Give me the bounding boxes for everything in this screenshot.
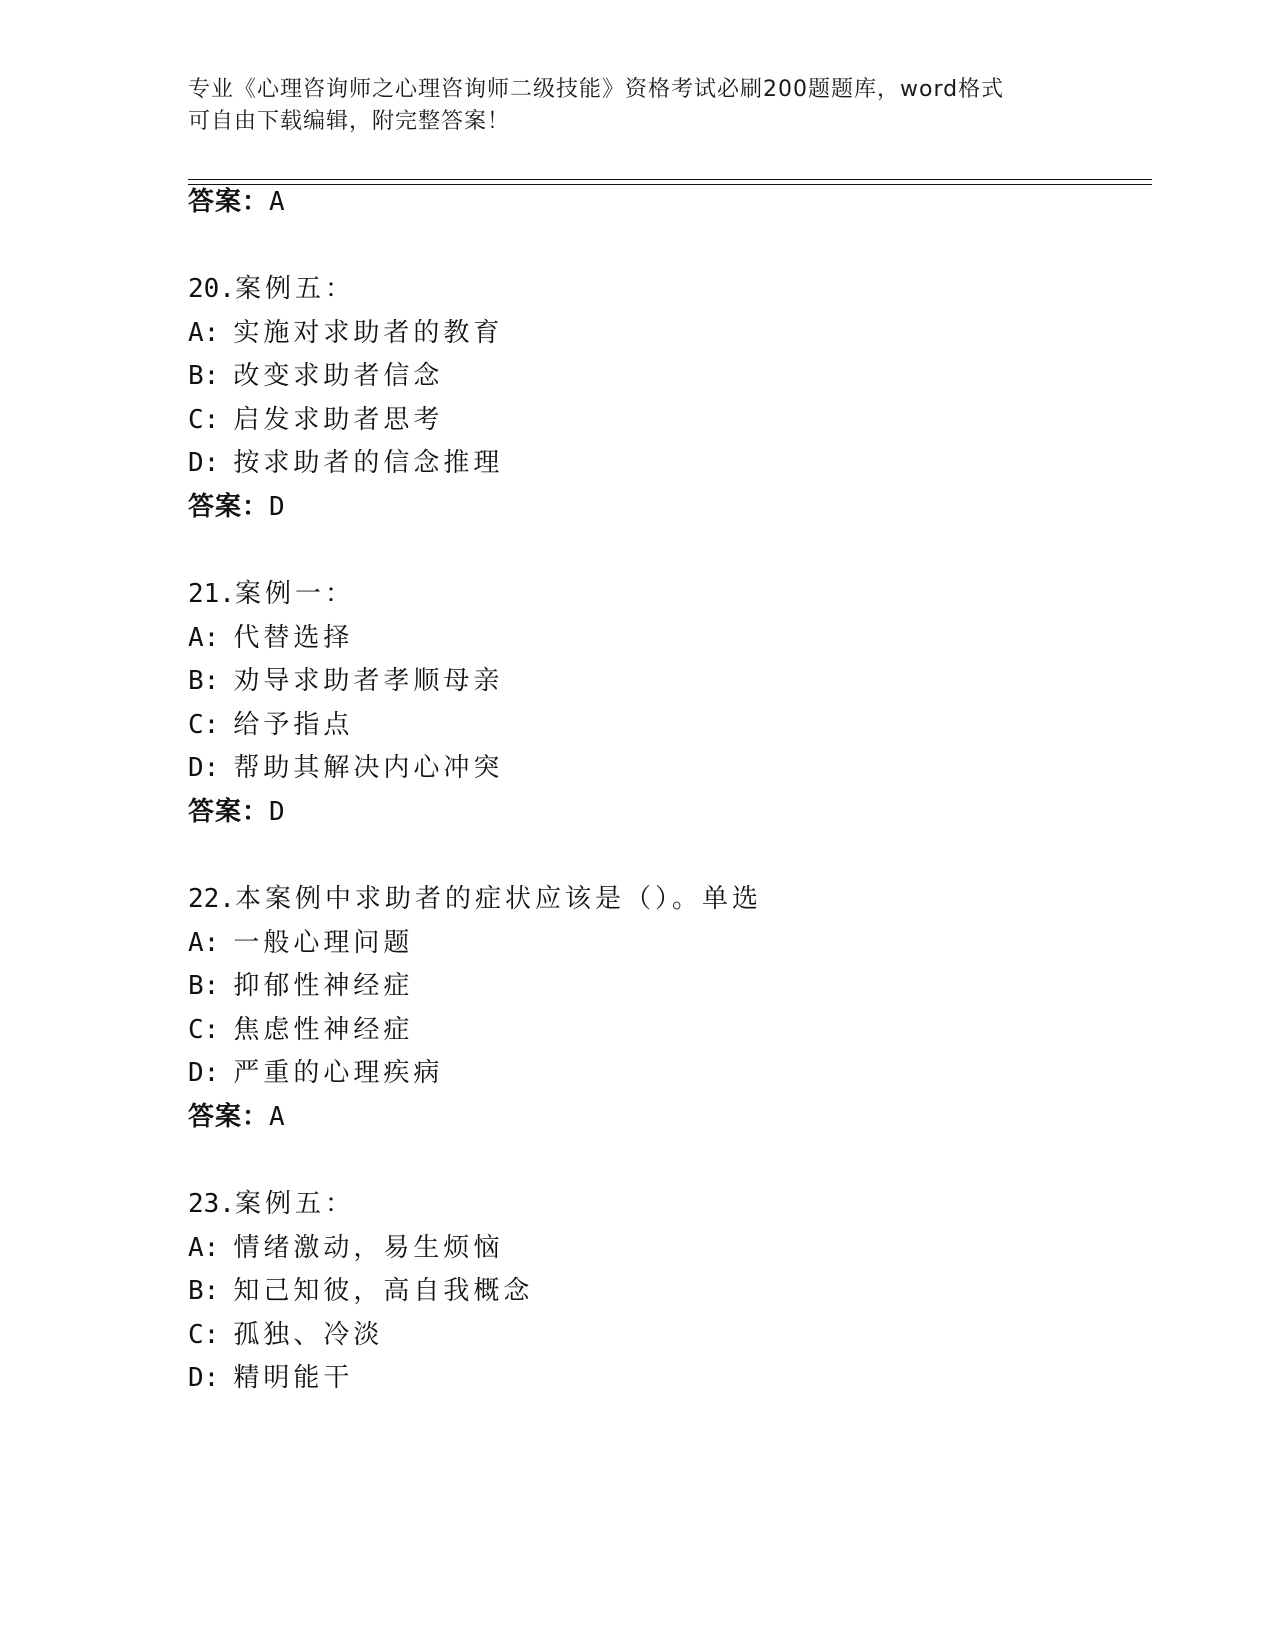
- option-a: [188, 620, 353, 656]
- option-c: [188, 1012, 413, 1048]
- answer-line: [188, 794, 286, 830]
- option-key: A:: [188, 1233, 220, 1263]
- question-number: 23.: [188, 1189, 235, 1219]
- option-b: [188, 968, 413, 1004]
- option-c: [188, 1317, 383, 1353]
- question-number: 22.: [188, 884, 235, 914]
- option-key: C:: [188, 1015, 220, 1045]
- answer-label: 答案：: [188, 1102, 270, 1132]
- option-key: A:: [188, 928, 220, 958]
- option-text: 帮助其解决内心冲突: [233, 753, 504, 783]
- question-23: [188, 1186, 355, 1222]
- option-key: D:: [188, 448, 220, 478]
- option-text: 按求助者的信念推理: [233, 448, 504, 478]
- option-key: D:: [188, 1363, 220, 1393]
- option-key: D:: [188, 1058, 220, 1088]
- option-d: [188, 445, 503, 481]
- option-d: [188, 750, 503, 786]
- answer-value: A: [269, 187, 286, 217]
- question-20: [188, 271, 355, 307]
- answer-line: [188, 489, 286, 525]
- option-key: A:: [188, 318, 220, 348]
- option-text: 改变求助者信念: [233, 361, 444, 391]
- option-text: 抑郁性神经症: [233, 971, 414, 1001]
- option-a: [188, 315, 503, 351]
- question-text: 案例一：: [234, 579, 355, 609]
- answer-value: A: [269, 1102, 286, 1132]
- option-a: [188, 1230, 503, 1266]
- answer-line: [188, 184, 286, 220]
- question-text: 本案例中求助者的症状应该是（）。单选: [234, 884, 762, 914]
- header-divider-top: [188, 179, 1152, 180]
- option-text: 严重的心理疾病: [233, 1058, 444, 1088]
- option-key: B:: [188, 971, 220, 1001]
- answer-value: D: [269, 492, 286, 522]
- answer-value: D: [269, 797, 286, 827]
- option-d: [188, 1055, 443, 1091]
- option-key: C:: [188, 1320, 220, 1350]
- option-text: 精明能干: [233, 1363, 354, 1393]
- question-21: [188, 576, 355, 612]
- option-text: 给予指点: [233, 710, 354, 740]
- option-text: 孤独、冷淡: [233, 1320, 384, 1350]
- option-b: [188, 1273, 533, 1309]
- option-b: [188, 358, 443, 394]
- option-d: [188, 1360, 353, 1396]
- question-number: 20.: [188, 274, 235, 304]
- option-key: D:: [188, 753, 220, 783]
- option-a: [188, 925, 413, 961]
- question-number: 21.: [188, 579, 235, 609]
- answer-label: 答案：: [188, 797, 270, 827]
- option-key: A:: [188, 623, 220, 653]
- option-text: 一般心理问题: [233, 928, 414, 958]
- option-text: 启发求助者思考: [233, 405, 444, 435]
- question-text: 案例五：: [234, 1189, 355, 1219]
- header-line-1: 专业《心理咨询师之心理咨询师二级技能》资格考试必刷200题题库，word格式: [188, 77, 1005, 102]
- question-text: 案例五：: [234, 274, 355, 304]
- option-key: B:: [188, 666, 220, 696]
- document-header: [188, 74, 1088, 138]
- option-text: 劝导求助者孝顺母亲: [233, 666, 504, 696]
- option-text: 实施对求助者的教育: [233, 318, 504, 348]
- answer-line: [188, 1099, 286, 1135]
- answer-label: 答案：: [188, 492, 270, 522]
- option-c: [188, 402, 443, 438]
- option-key: C:: [188, 710, 220, 740]
- option-b: [188, 663, 503, 699]
- option-text: 焦虑性神经症: [233, 1015, 414, 1045]
- option-c: [188, 707, 353, 743]
- option-text: 情绪激动，易生烦恼: [233, 1233, 504, 1263]
- header-line-2: 可自由下载编辑，附完整答案！: [188, 109, 511, 134]
- option-text: 知己知彼，高自我概念: [233, 1276, 534, 1306]
- answer-label: 答案：: [188, 187, 270, 217]
- option-key: C:: [188, 405, 220, 435]
- header-divider-bottom: [188, 184, 1152, 185]
- question-22: [188, 881, 762, 917]
- option-text: 代替选择: [233, 623, 354, 653]
- option-key: B:: [188, 1276, 220, 1306]
- option-key: B:: [188, 361, 220, 391]
